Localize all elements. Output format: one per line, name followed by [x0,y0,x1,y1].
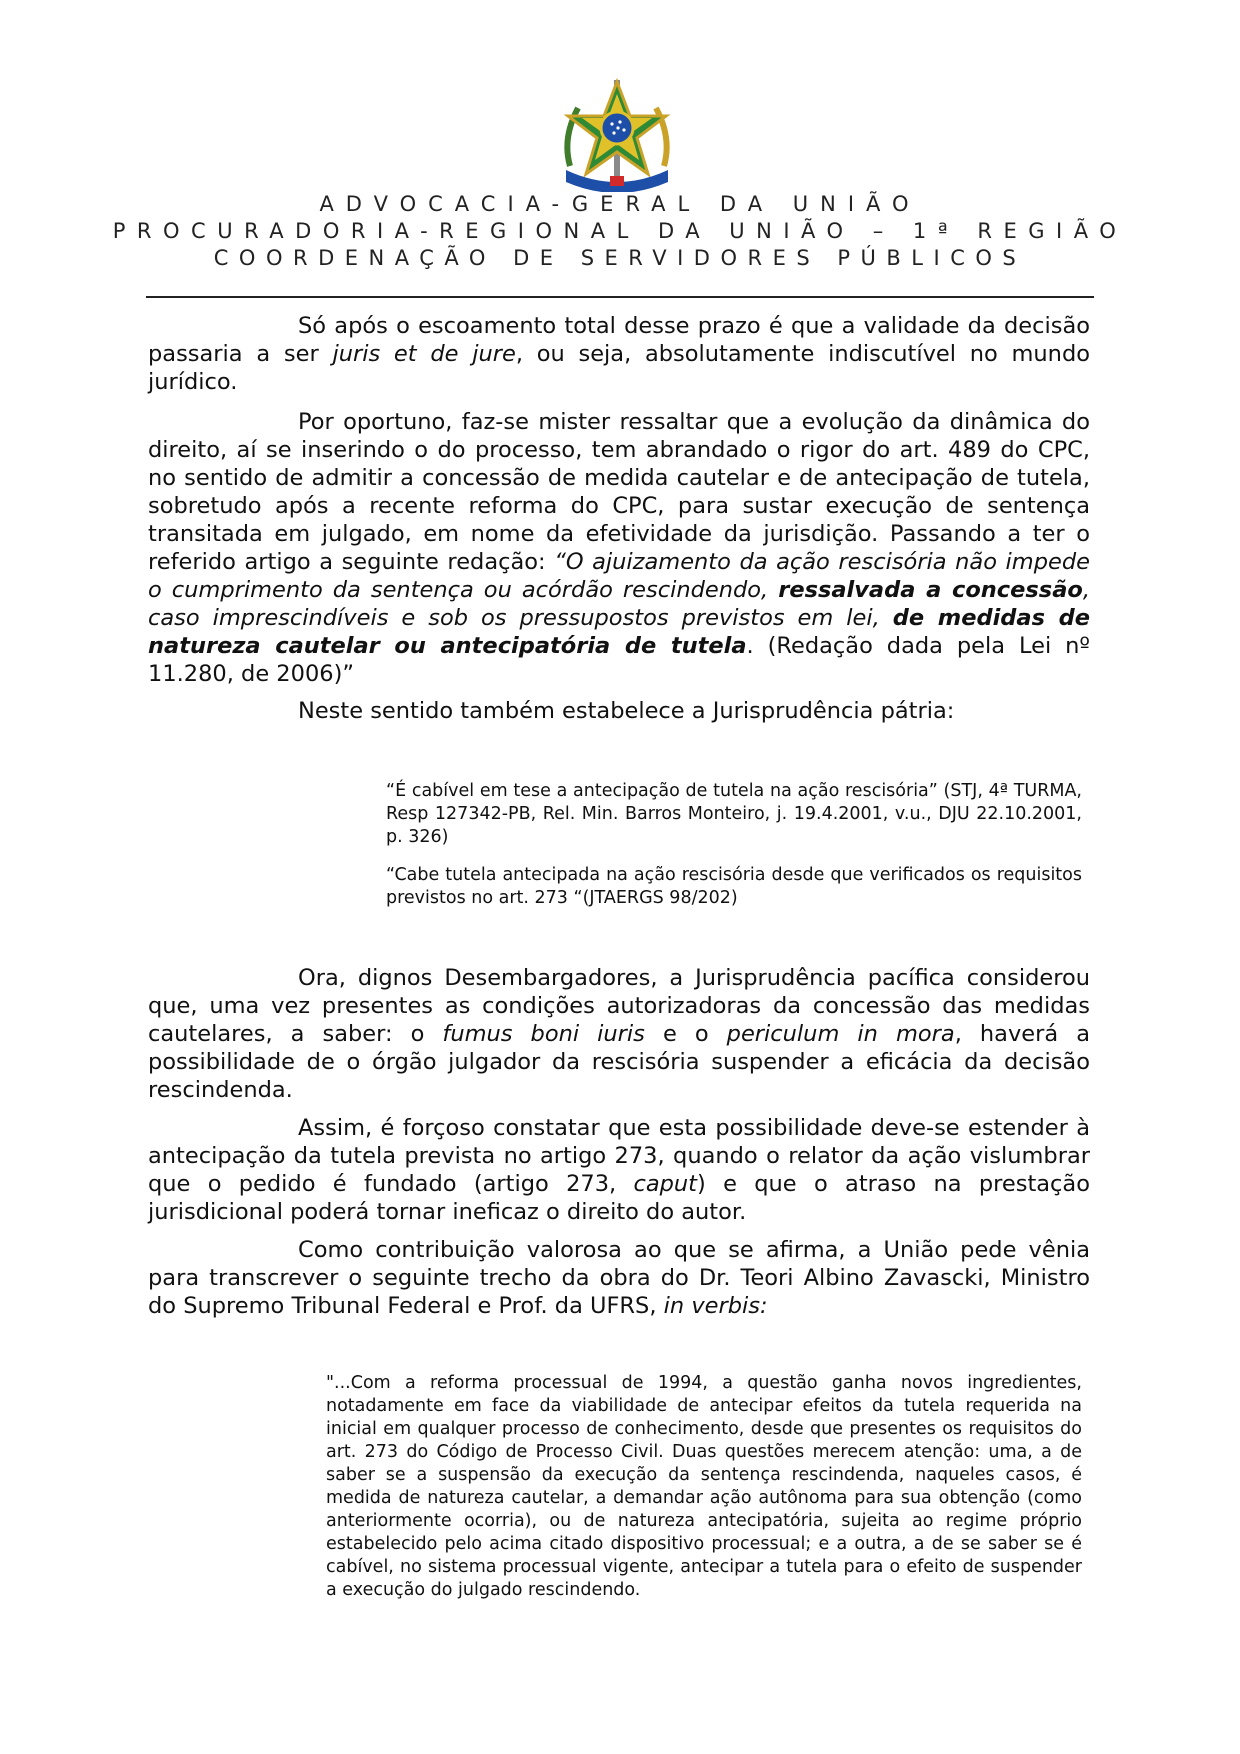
paragraph-5: Assim, é forçoso constatar que esta possibilidade deve-se estender à antecipação da tutela prevista no artigo 273, quando o relator da ação vislumbrar que o pedido é fundado (artigo 273, caput) e que o atraso na prestação jurisdicional poderá tornar ineficaz o direito do autor. [148,1115,1090,1225]
header-agency: ADVOCACIA-GERAL DA UNIÃO [319,192,921,216]
header-divider [146,296,1094,298]
jurisprudence-quote-1: “É cabível em tese a antecipação de tutela na ação rescisória” (STJ, 4ª TURMA, Resp 127342-PB, Rel. Min. Barros Monteiro, j. 19.4.2001, v.u., DJU 22.10.2001, p. 326) [386,781,1082,847]
jurisprudence-quote-2: “Cabe tutela antecipada na ação rescisória desde que verificados os requisitos previstos no art. 273 “(JTAERGS 98/202) [386,865,1082,908]
header-coordination: COORDENAÇÃO DE SERVIDORES PÚBLICOS [213,246,1027,270]
paragraph-4: Ora, dignos Desembargadores, a Jurisprudência pacífica considerou que, uma vez presentes as condições autorizadoras da concessão das medidas cautelares, a saber: o fumus boni iuris e o periculum in mora, haverá a possibilidade de o órgão julgador da rescisória suspender a eficácia da decisão rescindenda. [148,965,1090,1103]
paragraph-6: Como contribuição valorosa ao que se afirma, a União pede vênia para transcrever o seguinte trecho da obra do Dr. Teori Albino Zavascki, Ministro do Supremo Tribunal Federal e Prof. da UFRS, in verbis: [148,1237,1090,1319]
brazil-coat-of-arms-icon [552,78,682,192]
paragraph-1: Só após o escoamento total desse prazo é que a validade da decisão passaria a ser juris et de jure, ou seja, absolutamente indiscutível no mundo jurídico. [148,313,1090,395]
paragraph-2: Por oportuno, faz-se mister ressaltar que a evolução da dinâmica do direito, aí se inserindo o do processo, tem abrandado o rigor do art. 489 do CPC, no sentido de admitir a concessão de medida cautelar e de antecipação de tutela, sobretudo após a recente reforma do CPC, para sustar execução de sentença transitada em julgado, em nome da efetividade da jurisdição. Passando a ter o referido artigo a seguinte redação: “O ajuizamento da ação rescisória não impede o cumprimento da sentença ou acórdão rescindendo, ressalvada a concessão, caso imprescindíveis e sob os pressupostos previstos em lei, de medidas de natureza cautelar ou antecipatória de tutela. (Redação dada pela Lei nº 11.280, de 2006)” [148,409,1091,687]
paragraph-3: Neste sentido também estabelece a Jurisprudência pátria: [298,698,955,724]
header-regional: PROCURADORIA-REGIONAL DA UNIÃO – 1ª REGIÃO [112,219,1128,243]
doctrine-quote: "...Com a reforma processual de 1994, a questão ganha novos ingredientes, notadamente em face da viabilidade de antecipar efeitos da tutela requerida na inicial em qualquer processo de conhecimento, desde que presentes os requisitos do art. 273 do Código de Processo Civil. Duas questões merecem atenção: uma, a de saber se a suspensão da execução da sentença rescindenda, naqueles casos, é medida de natureza cautelar, a demandar ação autônoma para sua obtenção (como anteriormente ocorria), ou de natureza antecipatória, sujeita ao regime próprio estabelecido pelo acima citado dispositivo processual; e a outra, a de se saber se é cabível, no sistema processual vigente, antecipar a tutela para o efeito de suspender a execução do julgado rescindendo. [326,1373,1082,1600]
